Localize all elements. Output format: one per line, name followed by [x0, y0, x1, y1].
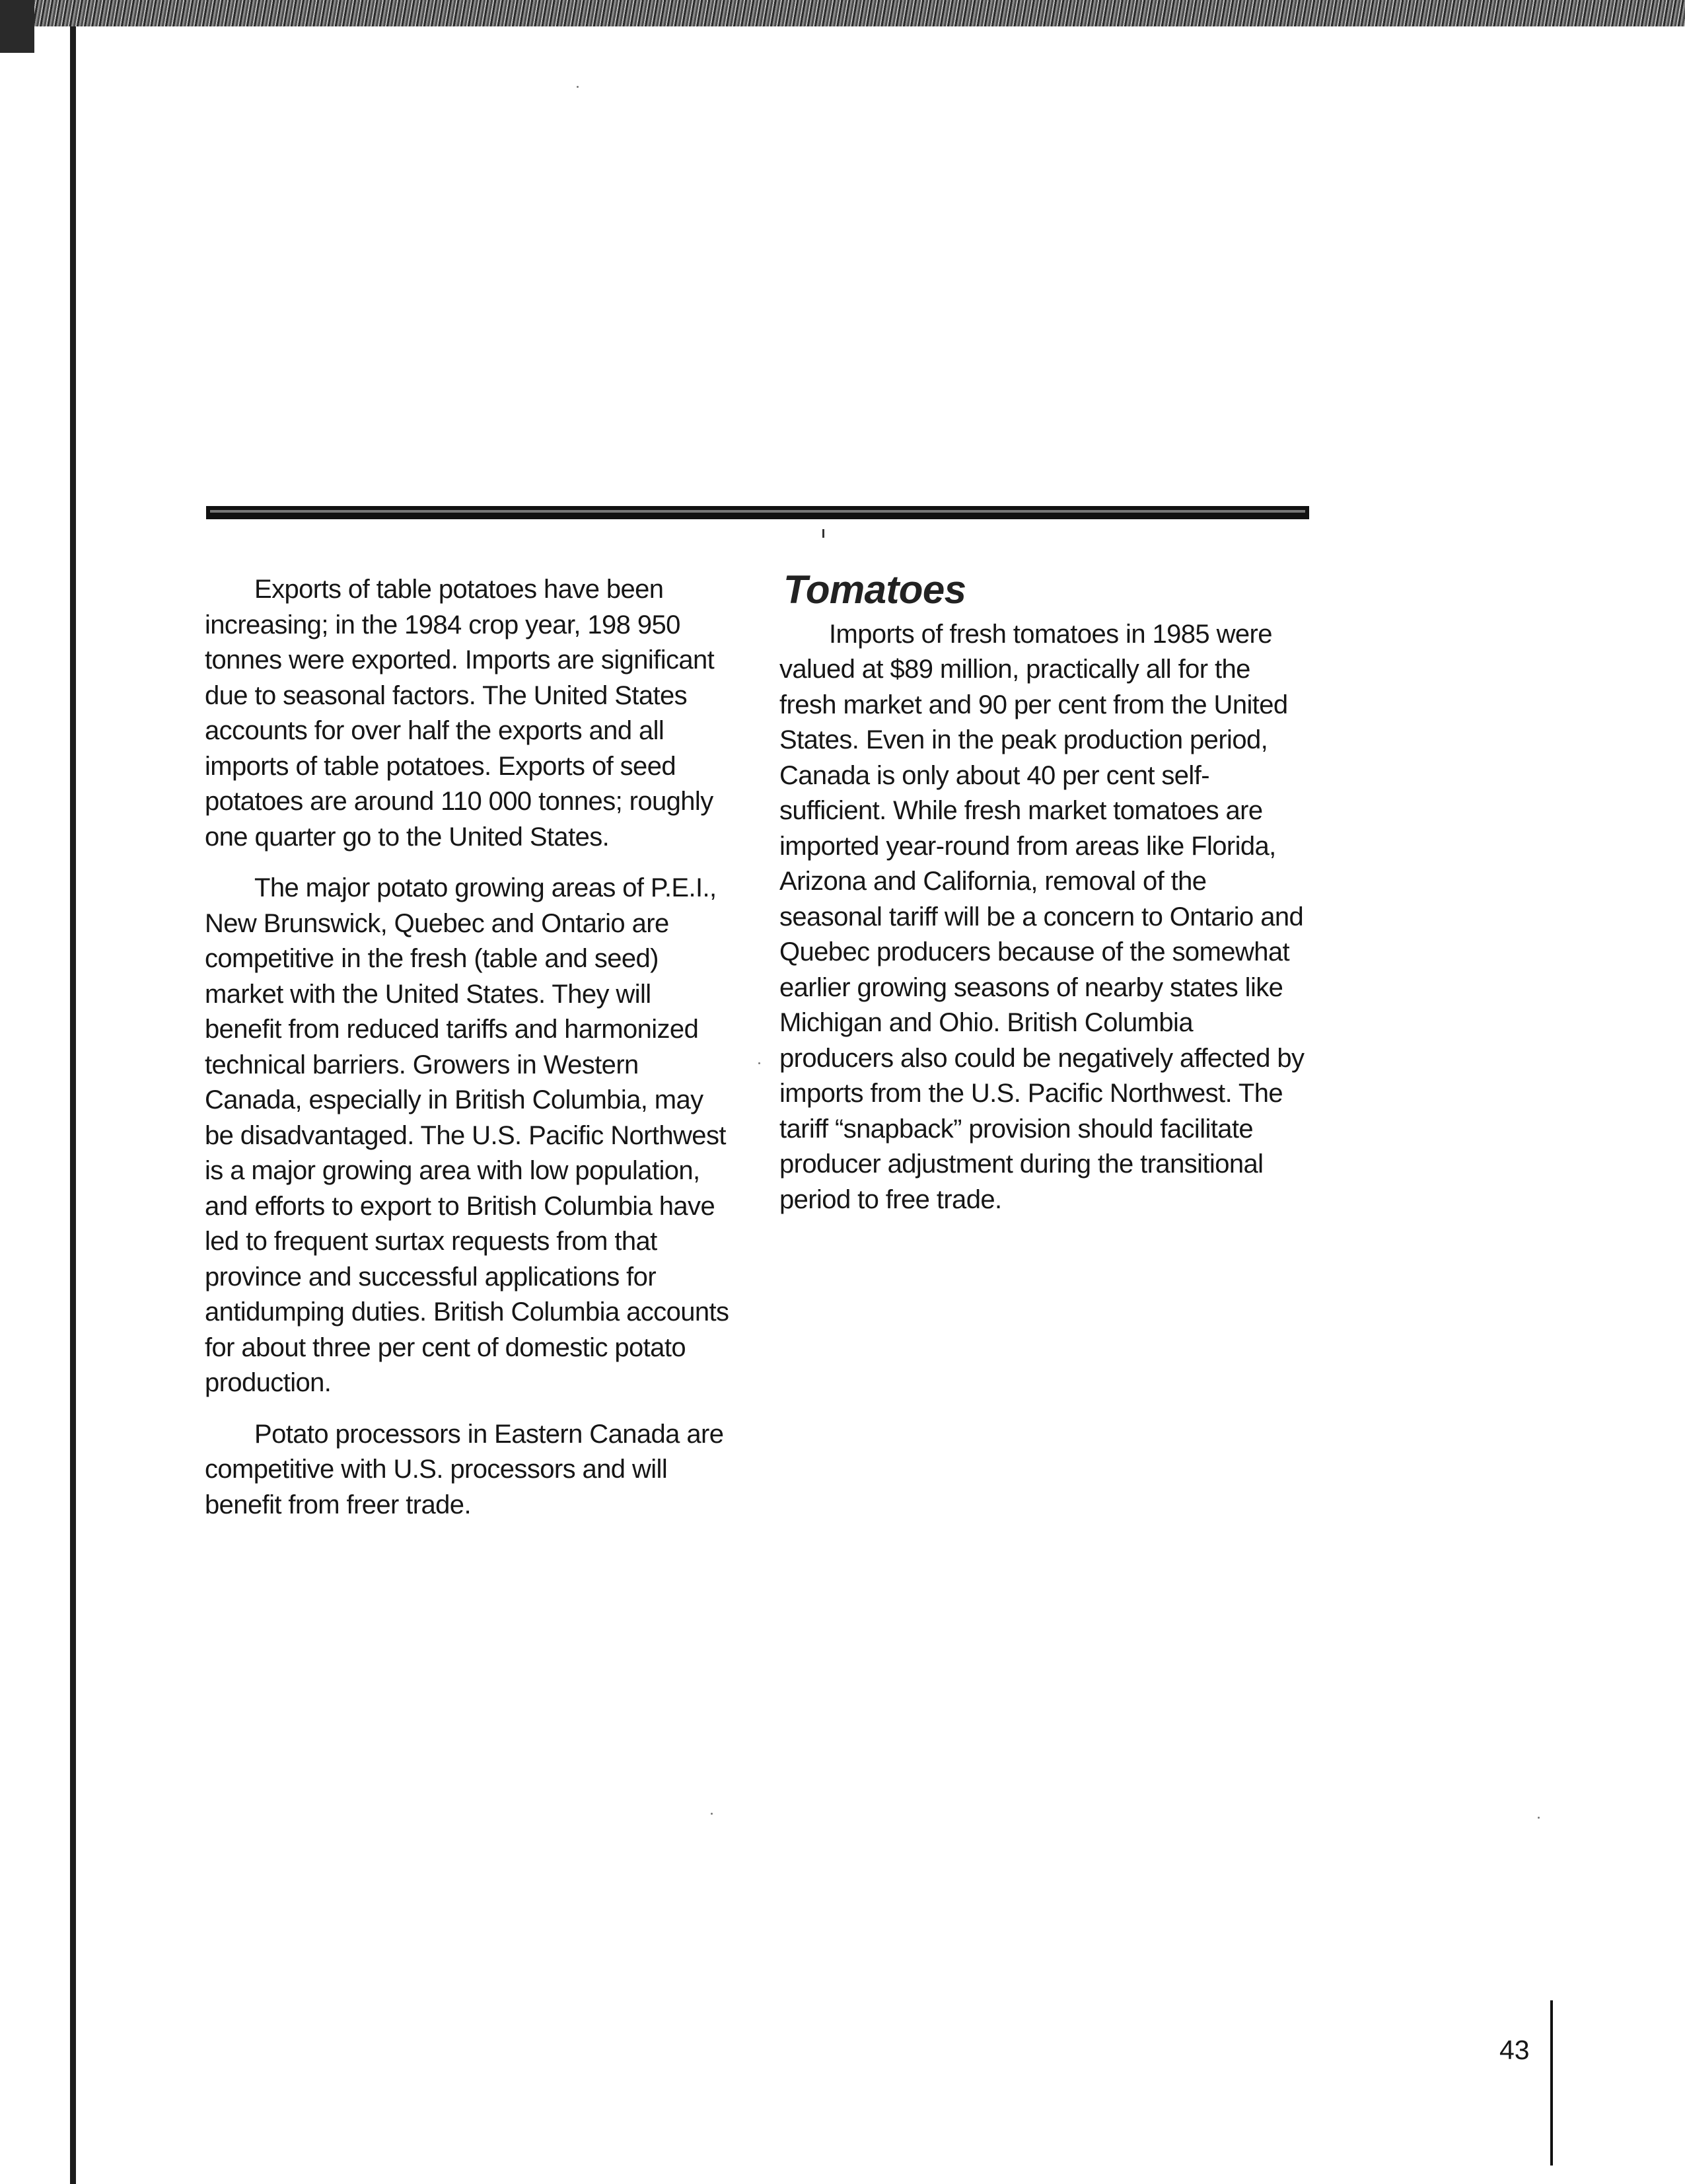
scan-speck [711, 1813, 713, 1815]
section-heading-tomatoes: Tomatoes [783, 567, 966, 612]
scan-speck [577, 86, 579, 88]
scan-mark [822, 529, 824, 538]
header-rule-texture [210, 510, 1305, 513]
left-text-column [205, 572, 733, 1539]
right-text-column [779, 567, 1308, 1233]
header-rule [206, 506, 1309, 519]
scanned-top-edge [0, 0, 1685, 26]
scanned-left-binding-line [70, 26, 76, 2184]
scan-speck [1538, 1817, 1540, 1819]
paragraph-potato-exports: Exports of table potatoes have been increasing; in the 1984 crop year, 198 950 tonnes were exported. Imports are significant due to seasonal factors. The United States accounts for over half the exports and all imports of table potatoes. Exports of seed potatoes are around 110 000 tonnes; roughly one quarter go to the United States. [205, 575, 715, 852]
paragraph-potato-growing-areas: The major potato growing areas of P.E.I., New Brunswick, Quebec and Ontario are competitive in the fresh (table and seed) market with the United States. They will benefit from reduced tariffs and harmonized technical barriers. Growers in Western Canada, especially in British Columbia, may be disadvantaged. The U.S. Pacific Northwest is a major growing area with low population, and efforts to export to British Columbia have led to frequent surtax requests from that province and successful applications for antidumping duties. British Columbia accounts for about three per cent of domestic potato production. [205, 873, 729, 1397]
page-number: 43 [1499, 2035, 1530, 2065]
scanned-corner-shadow [0, 0, 34, 53]
page-number-rule [1550, 2000, 1553, 2166]
scan-speck [758, 1062, 760, 1064]
paragraph-potato-processors: Potato processors in Eastern Canada are competitive with U.S. processors and will benefit from freer trade. [205, 1419, 724, 1519]
paragraph-tomato-imports: Imports of fresh tomatoes in 1985 were valued at $89 million, practically all for the fresh market and 90 per cent from the United States. Even in the peak production period, Canada is only about 40 per cent self-sufficient. While fresh market tomatoes are imported year-round from areas like Florida, Arizona and California, removal of the seasonal tariff will be a concern to Ontario and Quebec producers because of the somewhat earlier growing seasons of nearby states like Michigan and Ohio. British Columbia producers also could be negatively affected by imports from the U.S. Pacific Northwest. The tariff “snapback” provision should facilitate producer adjustment during the transitional period to free trade. [779, 619, 1305, 1214]
